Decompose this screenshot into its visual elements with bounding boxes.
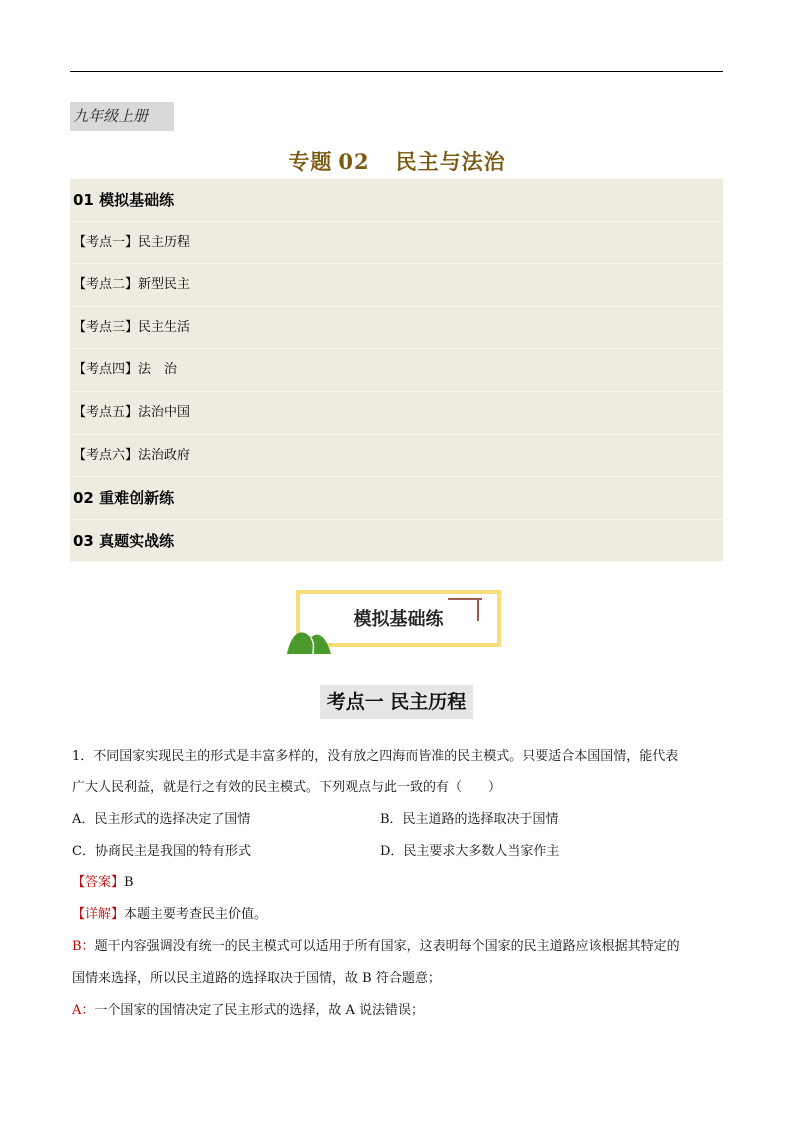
analysis-b-line-1 — [72, 937, 680, 957]
table-of-contents — [70, 179, 723, 562]
toc-section-item[interactable]: 03 真题实战练 — [70, 520, 723, 563]
toc-section-item[interactable]: 02 重难创新练 — [70, 477, 723, 520]
section-banner — [287, 588, 507, 654]
question-stem-line-2: 广大人民利益，就是行之有效的民主模式。下列观点与此一致的有（ ） — [72, 780, 502, 795]
analysis-b-text: 题干内容强调没有统一的民主模式可以适用于所有国家，这表明每个国家的民主道路应该根据其特定的 — [94, 939, 680, 954]
detail-line — [72, 905, 267, 925]
analysis-a-prefix: A： — [72, 1003, 95, 1018]
title-number: 02 — [338, 149, 370, 174]
toc-section-item[interactable]: 01 模拟基础练 — [70, 179, 723, 222]
hills-icon — [287, 628, 337, 654]
detail-label: 【详解】 — [72, 907, 125, 922]
banner-text: 模拟基础练 — [353, 609, 444, 630]
analysis-b-prefix: B： — [72, 939, 95, 954]
analysis-a-text: 一个国家的国情决定了民主形式的选择，故 A 说法错误； — [94, 1003, 425, 1018]
toc-topic-item[interactable]: 【考点四】法 治 — [70, 349, 723, 392]
option-d: D．民主要求大多数人当家作主 — [380, 844, 560, 859]
option-a: A．民主形式的选择决定了国情 — [72, 812, 251, 827]
toc-topic-item[interactable]: 【考点一】民主历程 — [70, 222, 723, 265]
title-name: 民主与法治 — [395, 149, 506, 174]
question-stem-line-1: 1．不同国家实现民主的形式是丰富多样的，没有放之四海而皆准的民主模式。只要适合本国国情，能代表 — [72, 749, 679, 764]
option-c: C．协商民主是我国的特有形式 — [72, 844, 251, 859]
toc-topic-item[interactable]: 【考点二】新型民主 — [70, 264, 723, 307]
toc-topic-item[interactable]: 【考点五】法治中国 — [70, 392, 723, 435]
grade-tag: 九年级上册 — [70, 102, 174, 131]
detail-text: 本题主要考查民主价值。 — [124, 907, 268, 922]
title-prefix: 专题 — [288, 149, 333, 174]
analysis-a-line-1 — [72, 1001, 424, 1021]
section-heading: 考点一 民主历程 — [320, 685, 473, 719]
page-title — [0, 146, 794, 176]
header-rule — [70, 71, 723, 72]
option-b: B．民主道路的选择取决于国情 — [380, 812, 559, 827]
analysis-b-line-2: 国情来选择，所以民主道路的选择取决于国情，故 B 符合题意； — [72, 971, 441, 986]
answer-label: 【答案】 — [72, 875, 125, 890]
answer-value: B — [124, 875, 134, 890]
toc-topic-item[interactable]: 【考点六】法治政府 — [70, 435, 723, 478]
answer-line — [72, 873, 134, 893]
toc-topic-item[interactable]: 【考点三】民主生活 — [70, 307, 723, 350]
banner-accent-bar-vertical — [477, 598, 479, 621]
